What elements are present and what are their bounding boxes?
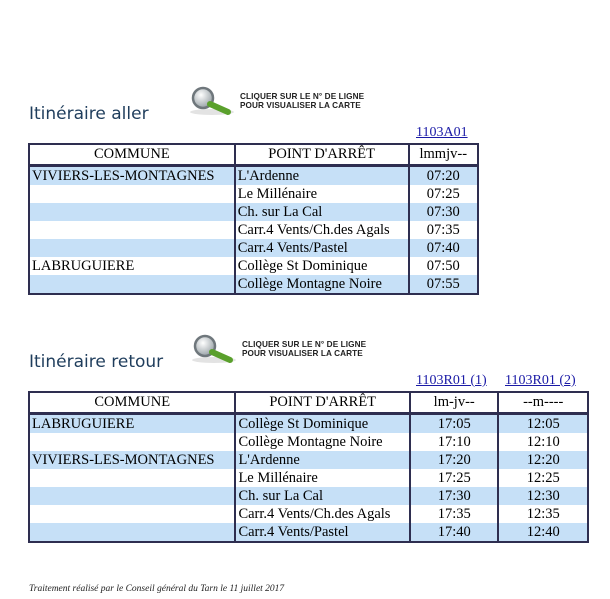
cell-time: 07:55	[410, 275, 477, 293]
cell-stop: Carr.4 Vents/Pastel	[236, 523, 411, 541]
footer-note: Traitement réalisé par le Conseil général du Tarn le 11 juillet 2017	[29, 584, 285, 594]
aller-table-body	[30, 167, 477, 293]
retour-table-body	[30, 415, 587, 541]
cell-commune: VIVIERS-LES-MONTAGNES	[30, 167, 236, 185]
cell-commune: LABRUGUIERE	[30, 257, 236, 275]
cell-time: 07:30	[410, 203, 477, 221]
cell-time: 07:25	[410, 185, 477, 203]
magnifier-icon	[188, 86, 240, 116]
table-header-row	[30, 393, 587, 415]
cell-time: 07:40	[410, 239, 477, 257]
header-days-2: --m----	[499, 393, 587, 415]
cell-stop: Carr.4 Vents/Ch.des Agals	[236, 221, 410, 239]
cell-time: 12:05	[499, 415, 587, 433]
cell-commune	[30, 221, 236, 239]
cell-time: 07:35	[410, 221, 477, 239]
cell-commune	[30, 185, 236, 203]
cell-time: 17:05	[411, 415, 500, 433]
table-row	[30, 239, 477, 257]
cell-time: 17:30	[411, 487, 500, 505]
header-point-arret: POINT D'ARRÊT	[236, 145, 410, 167]
hint-line-1: CLIQUER SUR LE N° DE LIGNE	[242, 340, 367, 349]
cell-stop: L'Ardenne	[236, 451, 411, 469]
table-row	[30, 167, 477, 185]
table-row	[30, 257, 477, 275]
header-point-arret: POINT D'ARRÊT	[236, 393, 411, 415]
cell-stop: Collège St Dominique	[236, 257, 410, 275]
map-hint-aller	[188, 86, 364, 116]
cell-time: 12:10	[499, 433, 587, 451]
cell-commune: VIVIERS-LES-MONTAGNES	[30, 451, 236, 469]
cell-time: 17:10	[411, 433, 500, 451]
line-link-1103R01-1[interactable]: 1103R01 (1)	[416, 373, 487, 388]
hint-line-2: POUR VISUALISER LA CARTE	[240, 101, 361, 110]
table-row	[30, 433, 587, 451]
table-row	[30, 275, 477, 293]
cell-time: 07:50	[410, 257, 477, 275]
line-link-1103R01-2[interactable]: 1103R01 (2)	[505, 373, 576, 388]
hint-line-1: CLIQUER SUR LE N° DE LIGNE	[240, 92, 365, 101]
header-days: lmmjv--	[410, 145, 477, 167]
table-header-row	[30, 145, 477, 167]
table-row	[30, 505, 587, 523]
table-row	[30, 451, 587, 469]
cell-stop: Carr.4 Vents/Ch.des Agals	[236, 505, 411, 523]
cell-commune	[30, 505, 236, 523]
cell-time: 17:25	[411, 469, 500, 487]
table-row	[30, 415, 587, 433]
table-row	[30, 221, 477, 239]
cell-time: 17:20	[411, 451, 500, 469]
cell-commune: LABRUGUIERE	[30, 415, 236, 433]
cell-commune	[30, 469, 236, 487]
cell-stop: Carr.4 Vents/Pastel	[236, 239, 410, 257]
header-commune: COMMUNE	[30, 393, 236, 415]
cell-stop: L'Ardenne	[236, 167, 410, 185]
map-hint-retour	[190, 334, 366, 364]
cell-time: 12:20	[499, 451, 587, 469]
cell-stop: Ch. sur La Cal	[236, 487, 411, 505]
cell-stop: Collège St Dominique	[236, 415, 411, 433]
aller-timetable	[28, 143, 479, 295]
cell-time: 12:30	[499, 487, 587, 505]
hint-line-2: POUR VISUALISER LA CARTE	[242, 349, 363, 358]
cell-time: 17:40	[411, 523, 500, 541]
retour-timetable	[28, 391, 589, 543]
header-days-1: lm-jv--	[411, 393, 500, 415]
cell-stop: Collège Montagne Noire	[236, 275, 410, 293]
retour-title: Itinéraire retour	[29, 352, 164, 372]
cell-stop: Ch. sur La Cal	[236, 203, 410, 221]
cell-commune	[30, 203, 236, 221]
aller-title: Itinéraire aller	[29, 104, 149, 124]
header-commune: COMMUNE	[30, 145, 236, 167]
cell-commune	[30, 275, 236, 293]
cell-time: 12:35	[499, 505, 587, 523]
cell-commune	[30, 433, 236, 451]
cell-time: 07:20	[410, 167, 477, 185]
cell-stop: Le Millénaire	[236, 185, 410, 203]
cell-time: 12:40	[499, 523, 587, 541]
table-row	[30, 203, 477, 221]
cell-commune	[30, 239, 236, 257]
cell-commune	[30, 523, 236, 541]
table-row	[30, 185, 477, 203]
table-row	[30, 487, 587, 505]
cell-time: 12:25	[499, 469, 587, 487]
cell-time: 17:35	[411, 505, 500, 523]
magnifier-icon	[190, 334, 242, 364]
cell-commune	[30, 487, 236, 505]
table-row	[30, 469, 587, 487]
line-link-1103A01[interactable]: 1103A01	[416, 125, 468, 140]
table-row	[30, 523, 587, 541]
cell-stop: Collège Montagne Noire	[236, 433, 411, 451]
cell-stop: Le Millénaire	[236, 469, 411, 487]
